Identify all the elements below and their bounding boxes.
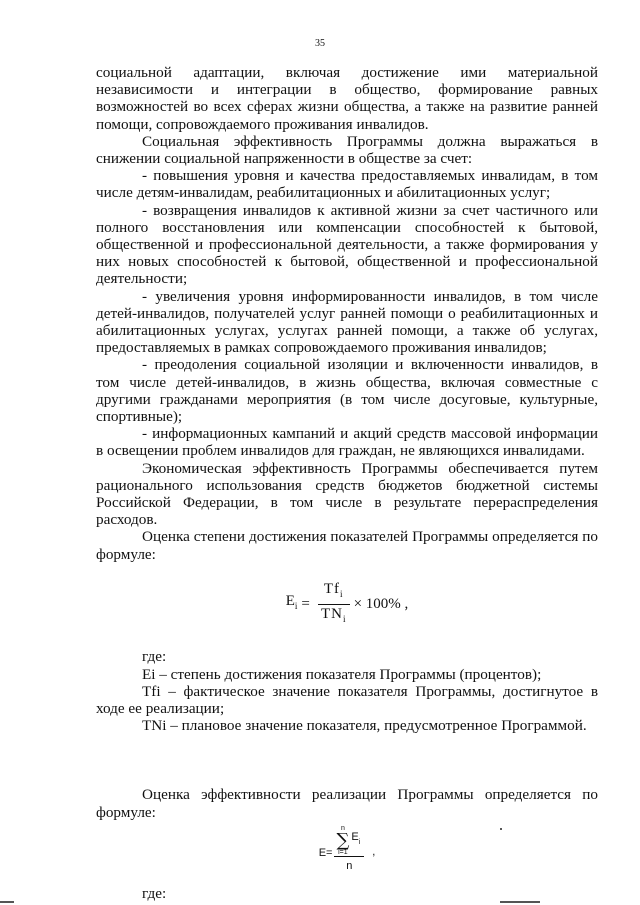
list-item-return: - возвращения инвалидов к активной жизни за счет частичного или полного восстановления или компенсации способностей к бытовой, общественной и профессиональной деятельности, а также формирования у них новых способностей к бытовой, общественной и профессиональной деятельности; bbox=[96, 201, 598, 288]
list-item-media: - информационных кампаний и акций средств массовой информации в освещении проблем инвалидов для граждан, не являющихся инвалидами. bbox=[96, 425, 598, 460]
where-label: где: bbox=[142, 648, 167, 666]
summation-symbol: n ∑ i=1 bbox=[336, 824, 350, 856]
formula-numerator: $Tf_i$ bbox=[318, 581, 350, 605]
formula-lhs: $E_i$ bbox=[285, 593, 298, 612]
formula-denominator: $TN_i$ bbox=[320, 606, 347, 625]
paragraph-efficiency-formula: Оценка эффективности реализации Программы определяется по формуле: bbox=[96, 786, 598, 821]
list-item-quality: - повышения уровня и качества предоставляемых инвалидам, в том числе детям-инвалидам, реабилитационных и абилитационных услуг; bbox=[96, 167, 598, 202]
list-item-awareness: - увеличения уровня информированности инвалидов, в том числе детей-инвалидов, получателей услуг ранней помощи о реабилитационных и абилитационных услугах, услугах ранней помощи, а также об услугах, предоставляемых в рамках сопровождаемого проживания инвалидов; bbox=[96, 287, 598, 357]
list-item-isolation: - преодоления социальной изоляции и включенности инвалидов, в том числе детей-инвалидов, в жизнь общества, включая совместные с другими гражданами мероприятия (в том числе досуговые, культурные, спортивные); bbox=[96, 356, 598, 426]
formula2-lhs: E= bbox=[318, 847, 333, 860]
paragraph-adaptation: социальной адаптации, включая достижение ими материальной независимости и интеграции в общество, формирование равных возможностей во всех сферах жизни общества, а также на развитие ранней помощи, сопровождаемого проживания инвалидов. bbox=[96, 64, 598, 133]
formula-fraction bbox=[318, 581, 350, 628]
paragraph-economic-efficiency: Экономическая эффективность Программы обеспечивается путем рационального использования средств бюджетов бюджетной системы Российской Федерации, в том числе в результате перераспределения расходов. bbox=[96, 459, 598, 529]
body-text bbox=[96, 64, 598, 902]
page-number: 35 bbox=[315, 38, 325, 49]
formula-efficiency bbox=[96, 825, 598, 875]
formula2-comma: , bbox=[372, 846, 376, 859]
formula2-numerator bbox=[334, 825, 364, 857]
formula-equals: = bbox=[301, 595, 310, 612]
scan-edge-mark-left bbox=[0, 901, 14, 903]
where-label-2: где: bbox=[142, 884, 167, 902]
formula2-denominator: n bbox=[346, 859, 353, 872]
formula2-fraction bbox=[334, 825, 364, 875]
definition-tfi: Tfi – фактическое значение показателя Программы, достигнутое в ходе ее реализации; bbox=[96, 682, 598, 717]
formula-achievement bbox=[96, 581, 598, 628]
paragraph-social-efficiency: Социальная эффективность Программы должна выражаться в снижении социальной напряженности в обществе за счет: bbox=[96, 132, 598, 168]
definition-tni: TNi – плановое значение показателя, предусмотренное Программой. bbox=[142, 717, 587, 735]
paragraph-achievement-formula: Оценка степени достижения показателей Программы определяется по формуле: bbox=[96, 528, 598, 563]
scan-edge-mark-right bbox=[500, 901, 540, 903]
formula-multiplier: × 100% , bbox=[353, 595, 409, 612]
definition-ei: Ei – степень достижения показателя Программы (процентов); bbox=[142, 665, 542, 683]
formula2-term: $E_i$ bbox=[351, 831, 361, 847]
scan-speck bbox=[500, 828, 502, 830]
